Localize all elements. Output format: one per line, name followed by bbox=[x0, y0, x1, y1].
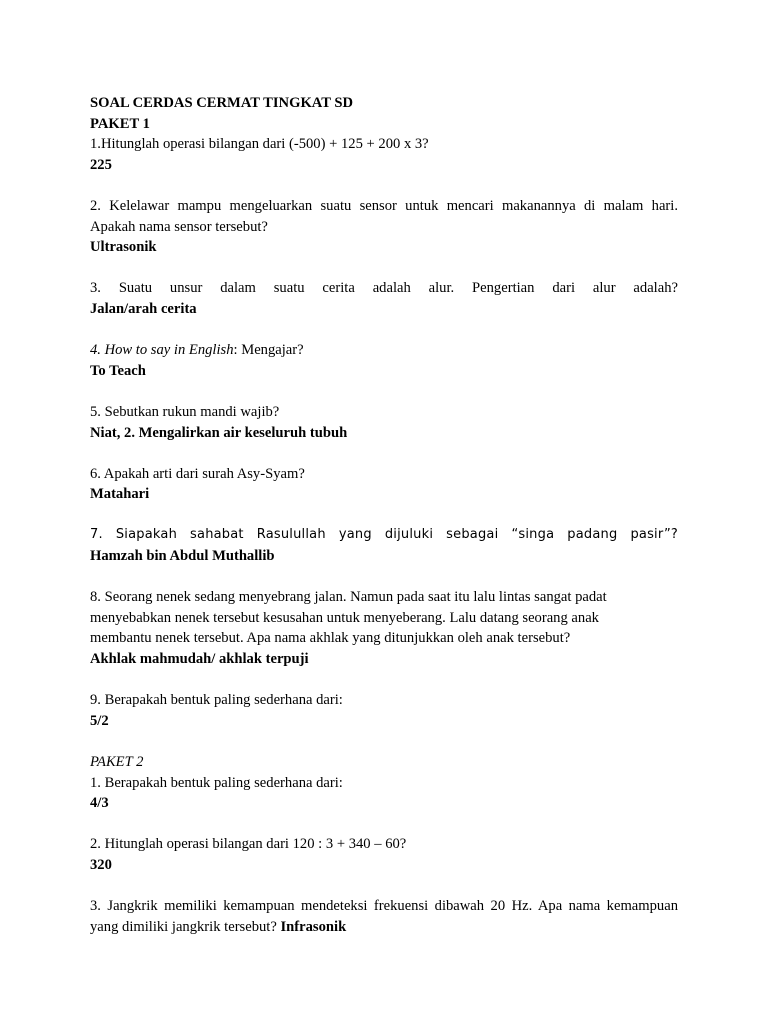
answer-p1-6: Matahari bbox=[90, 486, 150, 503]
document-body bbox=[90, 93, 678, 937]
answer-p1-8: Akhlak mahmudah/ akhlak terpuji bbox=[90, 651, 309, 668]
question-p1-9: 9. Berapakah bentuk paling sederhana dari: bbox=[90, 692, 343, 709]
question-p1-4-italic: 4. How to say in English bbox=[90, 342, 234, 359]
answer-p1-5: Niat, 2. Mengalirkan air keseluruh tubuh bbox=[90, 424, 348, 441]
question-p2-3-line2 bbox=[90, 917, 678, 938]
question-p1-2-line1: 2. Kelelawar mampu mengeluarkan suatu sensor untuk mencari makanannya di malam hari. bbox=[90, 197, 678, 214]
paket-2-heading: PAKET 2 bbox=[90, 754, 144, 770]
question-p2-2: 2. Hitunglah operasi bilangan dari 120 : 3 + 340 – 60? bbox=[90, 836, 407, 853]
answer-p2-1: 4/3 bbox=[90, 795, 109, 812]
answer-p1-9: 5/2 bbox=[90, 712, 109, 729]
paket-1-heading: PAKET 1 bbox=[90, 115, 150, 132]
answer-p1-1: 225 bbox=[90, 156, 112, 173]
question-p2-1: 1. Berapakah bentuk paling sederhana dari: bbox=[90, 774, 343, 791]
question-p1-7: 7. Siapakah sahabat Rasulullah yang dijuluki sebagai “singa padang pasir”? bbox=[90, 527, 678, 543]
answer-p2-2: 320 bbox=[90, 856, 112, 873]
question-p1-4-rest: : Mengajar? bbox=[233, 342, 304, 359]
question-p1-8-line2: menyebabkan nenek tersebut kesusahan untuk menyeberang. Lalu datang seorang anak bbox=[90, 609, 599, 626]
question-p1-5: 5. Sebutkan rukun mandi wajib? bbox=[90, 403, 280, 420]
question-p1-2-line2: Apakah nama sensor tersebut? bbox=[90, 218, 268, 235]
question-p2-3-text: yang dimiliki jangkrik tersebut? bbox=[90, 918, 277, 935]
question-p2-3-line1: 3. Jangkrik memiliki kemampuan mendeteksi frekuensi dibawah 20 Hz. Apa nama kemampuan bbox=[90, 898, 678, 915]
answer-p1-7: Hamzah bin Abdul Muthallib bbox=[90, 548, 275, 565]
question-p1-8-line1: 8. Seorang nenek sedang menyebrang jalan. Namun pada saat itu lalu lintas sangat padat bbox=[90, 589, 607, 606]
answer-p2-3: Infrasonik bbox=[280, 918, 347, 935]
question-p1-8-line3: membantu nenek tersebut. Apa nama akhlak yang ditunjukkan oleh anak tersebut? bbox=[90, 630, 571, 647]
answer-p1-3: Jalan/arah cerita bbox=[90, 300, 197, 317]
question-p1-6: 6. Apakah arti dari surah Asy-Syam? bbox=[90, 465, 305, 482]
answer-p1-2: Ultrasonik bbox=[90, 239, 157, 256]
question-p1-4 bbox=[90, 340, 678, 361]
answer-p1-4: To Teach bbox=[90, 362, 146, 379]
document-title: SOAL CERDAS CERMAT TINGKAT SD bbox=[90, 95, 354, 111]
question-p1-3: 3. Suatu unsur dalam suatu cerita adalah alur. Pengertian dari alur adalah? bbox=[90, 280, 678, 297]
question-p1-1: 1.Hitunglah operasi bilangan dari (-500) + 125 + 200 x 3? bbox=[90, 136, 429, 153]
